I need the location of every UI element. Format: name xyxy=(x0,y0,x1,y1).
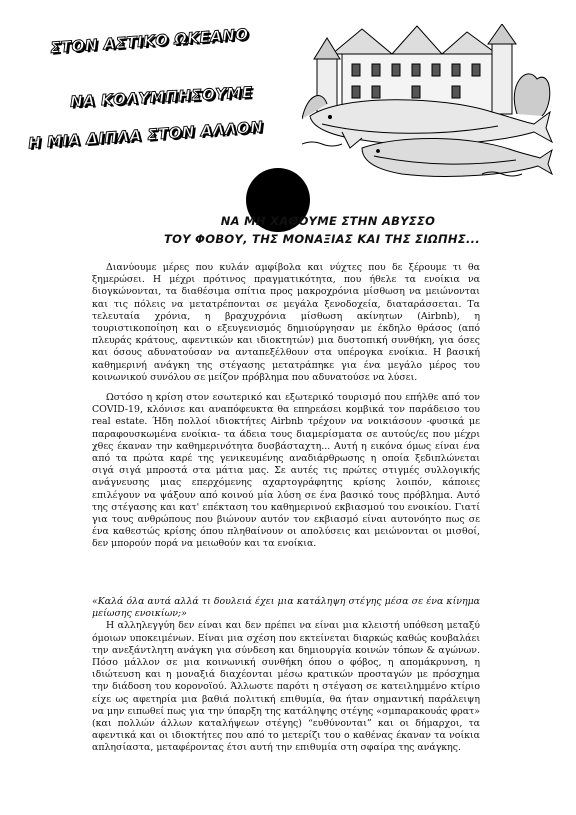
body-paragraph-3-block xyxy=(92,596,480,755)
castle-and-whales-illustration xyxy=(302,24,554,180)
subtitle-line-2: ΤΟΥ ΦΟΒΟΥ, ΤΗΣ ΜΟΝΑΞΙΑΣ ΚΑΙ ΤΗΣ ΣΙΩΠΗΣ... xyxy=(164,232,480,246)
body-paragraph-1: Διανύουμε μέρες που κυλάν αμφίβολα και νύχτες που δε ξέρουμε τι θα ξημερώσει. Η μέχρι πρότινος πραγματικότητα, που ήθελε τα ενοίκια να διογκώνονται, τα διαθέσιμα σπίτια προς μακροχρόνια μίσθωση να μειώνονται και τις πόλεις να μετατρέπονται σε μεγάλα ξενοδοχεία, διαταράσσεται. Τα τελευταία χρόνια, η βραχυχρόνια μίσθωση ακίνητων (Airbnb), η τουριστικοποίηση και ο εξευγενισμός δημιούργησαν με έκδηλο θράσος (από πλευράς κράτους, αφεντικών και ιδιοκτητών) μια δυστοπική συνθήκη, για όσες και όσους αδυνατούσαν να ανταπεξέλθουν στα υπέρογκα ενοίκια. Η βασική καθημερινή ανάγκη της στέγασης μετατράπηκε για ένα μεγάλο μέρος του κοινωνικού συνόλου σε μείζον πρόβλημα που αδυνατούσε να λύσει. xyxy=(92,262,480,383)
subtitle-line-1: ΝΑ ΜΗ ΧΑΘΟΥΜΕ ΣΤΗΝ ΑΒΥΣΣΟ xyxy=(220,214,436,228)
title-line-2: ΝΑ ΚΟΛΥΜΠΗΣΟΥΜΕ xyxy=(69,83,254,111)
title-line-3: Η ΜΙΑ ΔΙΠΛΑ ΣΤΟΝ ΑΛΛΟΝ xyxy=(27,117,264,153)
quote-text: «Καλά όλα αυτά αλλά τι δουλειά έχει μια κατάληψη στέγης μέσα σε ένα κίνημα μείωσης ενοικίων;» xyxy=(92,596,480,620)
title-line-1: ΣΤΟΝ ΑΣΤΙΚΟ ΩΚΕΑΝΟ xyxy=(49,25,250,57)
body-paragraph-2: Ωστόσο η κρίση στον εσωτερικό και εξωτερικό τουρισμό που επήλθε από τον COVID-19, κλόνισε και αναπόφευκτα θα επηρεάσει κομβικά τον παράδεισο του real estate. Ήδη πολλοί ιδιοκτήτες Airbnb τρέχουν να νοικιάσουν -φυσικά με παραφουσκωμένα ενοίκια- τα άδεια τους διαμερίσματα σε αυτούς/ες που μέχρι χθες έκαναν την καθημερινότητα δυσβάσταχτη... Αυτή η εικόνα όμως είναι ένα από τα πρώτα καρέ της γενικευμένης αναδιάρθρωσης η οποία ξεδιπλώνεται σιγά σιγά μπροστά στα μάτια μας. Σε αυτές τις πρώτες στιγμές συλλογικής ανάγνευσης μιας επερχόμενης αχαρτογράφητης κρίσης λοιπόν, κάποιες επιλέγουν να ψάξουν από κοινού μία λύση σε ένα βασικό τους πρόβλημα. Αυτό της στέγασης και κατ' επέκταση του καθημερινού εκβιασμού του ενοικίου. Γιατί για τους ανθρώπους που βιώνουν αυτόν τον εκβιασμό είναι αυτονόητο πως σε ένα καθεστώς κρίσης όπου πληθαίνουν οι απολύσεις και μειώνονται οι μισθοί, δεν μπορούν πορά να μειωθούν και τα ενοίκια. xyxy=(92,392,480,550)
body-paragraph-3: Η αλληλεγγύη δεν είναι και δεν πρέπει να είναι μια κλειστή υπόθεση μεταξύ όμοιων υποκειμένων. Είναι μια σχέση που εκτείνεται διαρκώς καθώς κουβαλάει την ανεξάντλητη ανάγκη για σύνδεση και δημιουργία κοινών τόπων & αγώνων. Πόσο μάλλον σε μια κοινωνική συνθήκη όπου ο φόβος, η απομάκρυνση, η ιδιώτευση και η μοναξιά διαχέονται μέσω κρατικών προσταγών με πρόσχημα την διάδοση του κορονοϊού. Άλλωστε παρότι η στέγαση σε κατειλημμένο κτίριο είχε ως αφετηρία μια βαθιά πολιτική επιθυμία, θα ήταν σημαντική παράλειψη να μην ειπωθεί πως για την ύπαρξη της κατάληψης στέγης «σμπαρακουάς φρατ» (και πολλών άλλων καταλήψεων στέγης) “ευθύνονται” και οι δήμαρχοι, τα αφεντικά και οι ιδιοκτήτες που από το μετερίζι του ο καθένας έκαναν τα νοίκια απλησίαστα, μεταφέροντας έτσι αυτή την επιθυμία στη σφαίρα της ανάγκης. xyxy=(92,620,480,754)
